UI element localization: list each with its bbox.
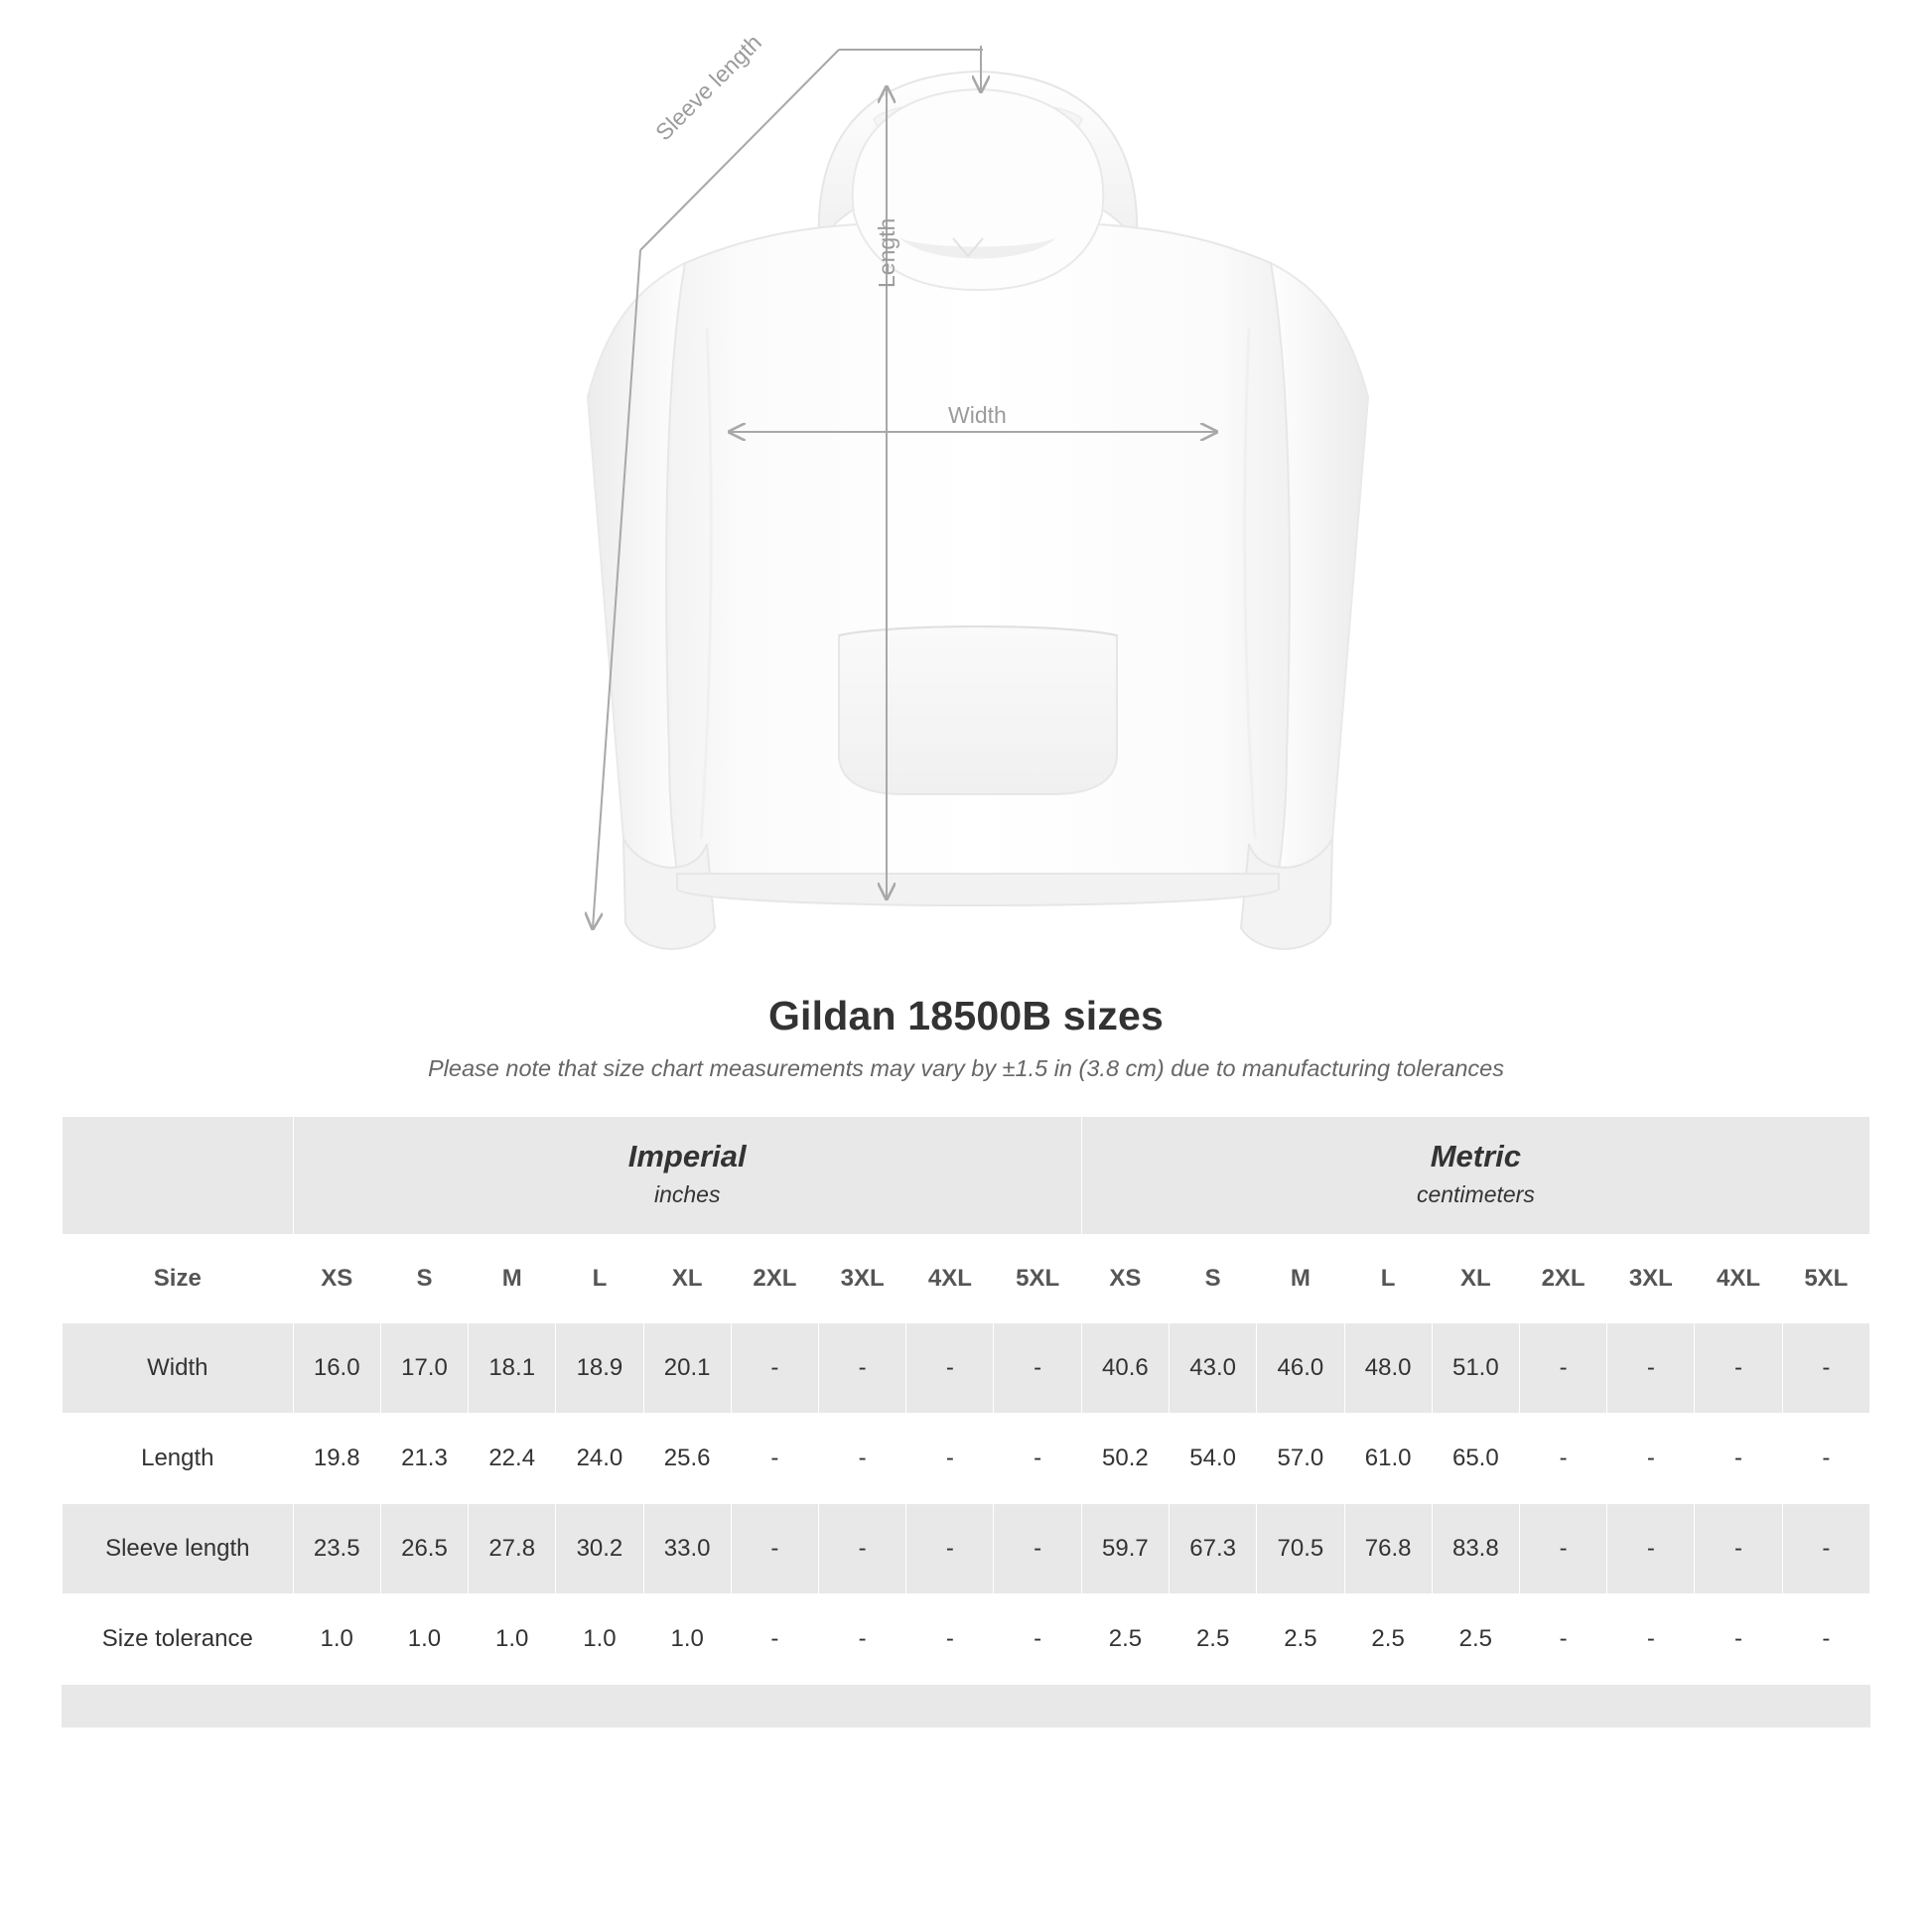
table-footer-cell [63,1685,1870,1727]
metric-header-cell [1081,1117,1869,1235]
cell: - [994,1594,1081,1685]
cell: - [1695,1414,1782,1504]
cell: - [994,1323,1081,1414]
cell: 25.6 [643,1414,731,1504]
table-row [63,1414,1870,1504]
cell: - [1607,1323,1695,1414]
cell: 67.3 [1170,1504,1257,1594]
imperial-header-cell [293,1117,1081,1235]
row-label-sleeve-length: Sleeve length [63,1504,294,1594]
units-spacer-cell [63,1117,294,1235]
table-row [63,1594,1870,1685]
cell: - [819,1504,906,1594]
cell: - [1782,1594,1869,1685]
cell: 43.0 [1170,1323,1257,1414]
cell: 61.0 [1344,1414,1432,1504]
size-header-label: Size [63,1235,294,1323]
cell: - [994,1504,1081,1594]
cell: 27.8 [469,1504,556,1594]
units-header-row [63,1117,1870,1235]
cell: 16.0 [293,1323,380,1414]
row-label-width: Width [63,1323,294,1414]
col-header-imperial-2xl: 2XL [731,1235,818,1323]
cell: 18.9 [556,1323,643,1414]
cell: - [1519,1594,1606,1685]
cell: 2.5 [1170,1594,1257,1685]
row-label-length: Length [63,1414,294,1504]
col-header-metric-m: M [1257,1235,1344,1323]
col-header-imperial-3xl: 3XL [819,1235,906,1323]
cell: - [906,1594,994,1685]
col-header-imperial-5xl: 5XL [994,1235,1081,1323]
size-header-row [63,1235,1870,1323]
metric-unit-name: Metric [1430,1139,1522,1174]
cell: 2.5 [1344,1594,1432,1685]
cell: - [1782,1323,1869,1414]
cell: 76.8 [1344,1504,1432,1594]
width-measure-label: Width [948,402,1007,428]
cell: 48.0 [1344,1323,1432,1414]
col-header-metric-xl: XL [1432,1235,1519,1323]
cell: 40.6 [1081,1323,1169,1414]
cell: - [906,1414,994,1504]
cell: 50.2 [1081,1414,1169,1504]
cell: 2.5 [1432,1594,1519,1685]
cell: 51.0 [1432,1323,1519,1414]
cell: - [731,1504,818,1594]
cell: - [731,1594,818,1685]
imperial-unit-name: Imperial [627,1139,747,1174]
cell: 33.0 [643,1504,731,1594]
col-header-metric-5xl: 5XL [1782,1235,1869,1323]
cell: 1.0 [643,1594,731,1685]
table-row [63,1504,1870,1594]
cell: 26.5 [380,1504,468,1594]
col-header-imperial-s: S [380,1235,468,1323]
tolerance-note: Please note that size chart measurements may vary by ±1.5 in (3.8 cm) due to manufacturing tolerances [428,1055,1504,1081]
cell: 1.0 [380,1594,468,1685]
cell: 2.5 [1081,1594,1169,1685]
cell: - [1607,1594,1695,1685]
col-header-imperial-xs: XS [293,1235,380,1323]
cell: - [1695,1594,1782,1685]
cell: - [1519,1323,1606,1414]
cell: 65.0 [1432,1414,1519,1504]
cell: 1.0 [556,1594,643,1685]
sleeve-length-measure-label: Sleeve length [650,29,766,146]
cell: - [906,1504,994,1594]
cell: 1.0 [293,1594,380,1685]
col-header-metric-xs: XS [1081,1235,1169,1323]
cell: - [994,1414,1081,1504]
cell: 30.2 [556,1504,643,1594]
cell: - [819,1594,906,1685]
cell: - [1782,1504,1869,1594]
row-label-size-tolerance: Size tolerance [63,1594,294,1685]
cell: - [731,1414,818,1504]
cell: 1.0 [469,1594,556,1685]
col-header-metric-2xl: 2XL [1519,1235,1606,1323]
cell: - [819,1323,906,1414]
table-footer-row [63,1685,1870,1727]
cell: 22.4 [469,1414,556,1504]
col-header-metric-s: S [1170,1235,1257,1323]
cell: 17.0 [380,1323,468,1414]
cell: 20.1 [643,1323,731,1414]
table-row [63,1323,1870,1414]
length-measure-label: Length [874,217,899,288]
cell: 46.0 [1257,1323,1344,1414]
size-table-wrapper [62,1116,1870,1727]
col-header-metric-4xl: 4XL [1695,1235,1782,1323]
cell: 83.8 [1432,1504,1519,1594]
cell: - [1695,1323,1782,1414]
cell: - [731,1323,818,1414]
cell: - [1519,1504,1606,1594]
col-header-metric-l: L [1344,1235,1432,1323]
cell: 21.3 [380,1414,468,1504]
cell: - [1695,1504,1782,1594]
col-header-imperial-m: M [469,1235,556,1323]
col-header-imperial-xl: XL [643,1235,731,1323]
page-title: Gildan 18500B sizes [767,993,1165,1038]
metric-unit-sub: centimeters [1416,1180,1535,1207]
cell: - [1607,1504,1695,1594]
cell: - [1519,1414,1606,1504]
cell: 2.5 [1257,1594,1344,1685]
cell: 23.5 [293,1504,380,1594]
imperial-unit-sub: inches [653,1180,721,1207]
col-header-metric-3xl: 3XL [1607,1235,1695,1323]
cell: - [819,1414,906,1504]
cell: 18.1 [469,1323,556,1414]
cell: 24.0 [556,1414,643,1504]
cell: - [1782,1414,1869,1504]
cell: 19.8 [293,1414,380,1504]
cell: 54.0 [1170,1414,1257,1504]
cell: 59.7 [1081,1504,1169,1594]
size-table [62,1116,1870,1727]
cell: - [906,1323,994,1414]
cell: 57.0 [1257,1414,1344,1504]
col-header-imperial-4xl: 4XL [906,1235,994,1323]
title-block [0,993,1932,1082]
col-header-imperial-l: L [556,1235,643,1323]
cell: - [1607,1414,1695,1504]
cell: 70.5 [1257,1504,1344,1594]
